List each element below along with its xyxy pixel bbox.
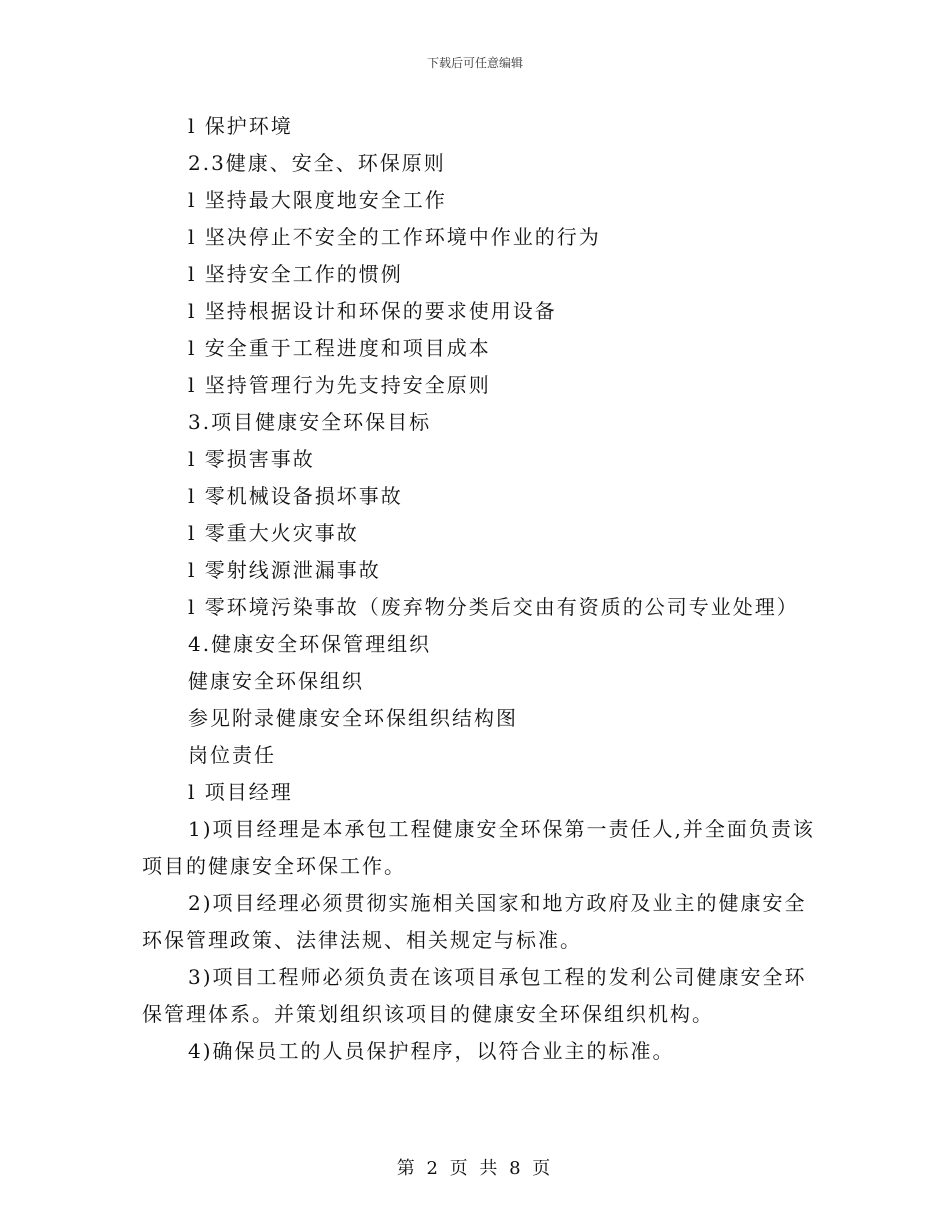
list-item: l 保护环境 (188, 114, 293, 138)
paragraph: 3)项目工程师必须负责在该项目承包工程的发利公司健康安全环保管理体系。并策划组织该项目的健康安全环保组织机构。 (142, 965, 807, 1026)
list-item: l 项目经理 (188, 780, 293, 804)
list-item: l 坚持安全工作的惯例 (188, 262, 403, 286)
section-heading: 3.项目健康安全环保目标 (188, 410, 432, 434)
subsection-heading: 健康安全环保组织 (188, 669, 364, 693)
document-body (142, 108, 818, 1070)
text-line: 参见附录健康安全环保组织结构图 (188, 706, 518, 730)
list-item: l 坚持管理行为先支持安全原则 (188, 373, 491, 397)
list-item: l 零损害事故 (188, 447, 315, 471)
page-header: 下载后可任意编辑 (426, 56, 523, 70)
list-item: l 坚决停止不安全的工作环境中作业的行为 (188, 225, 601, 249)
list-item: l 零机械设备损坏事故 (188, 484, 403, 508)
list-item: l 坚持最大限度地安全工作 (188, 188, 447, 212)
paragraph: 2)项目经理必须贯彻实施相关国家和地方政府及业主的健康安全环保管理政策、法律法规、相关规定与标准。 (142, 891, 807, 952)
section-heading: 2.3健康、安全、环保原则 (188, 151, 446, 175)
list-item: l 零环境污染事故（废弃物分类后交由有资质的公司专业处理） (188, 595, 799, 619)
list-item: l 坚持根据设计和环保的要求使用设备 (188, 299, 557, 323)
section-heading: 4.健康安全环保管理组织 (188, 632, 432, 656)
paragraph: 1)项目经理是本承包工程健康安全环保第一责任人,并全面负责该项目的健康安全环保工作。 (142, 817, 815, 878)
subsection-heading: 岗位责任 (188, 743, 276, 767)
list-item: l 安全重于工程进度和项目成本 (188, 336, 491, 360)
page-footer: 第 2 页 共 8 页 (396, 1158, 554, 1179)
list-item: l 零重大火灾事故 (188, 521, 359, 545)
paragraph: 4)确保员工的人员保护程序，以符合业主的标准。 (188, 1039, 675, 1063)
list-item: l 零射线源泄漏事故 (188, 558, 381, 582)
